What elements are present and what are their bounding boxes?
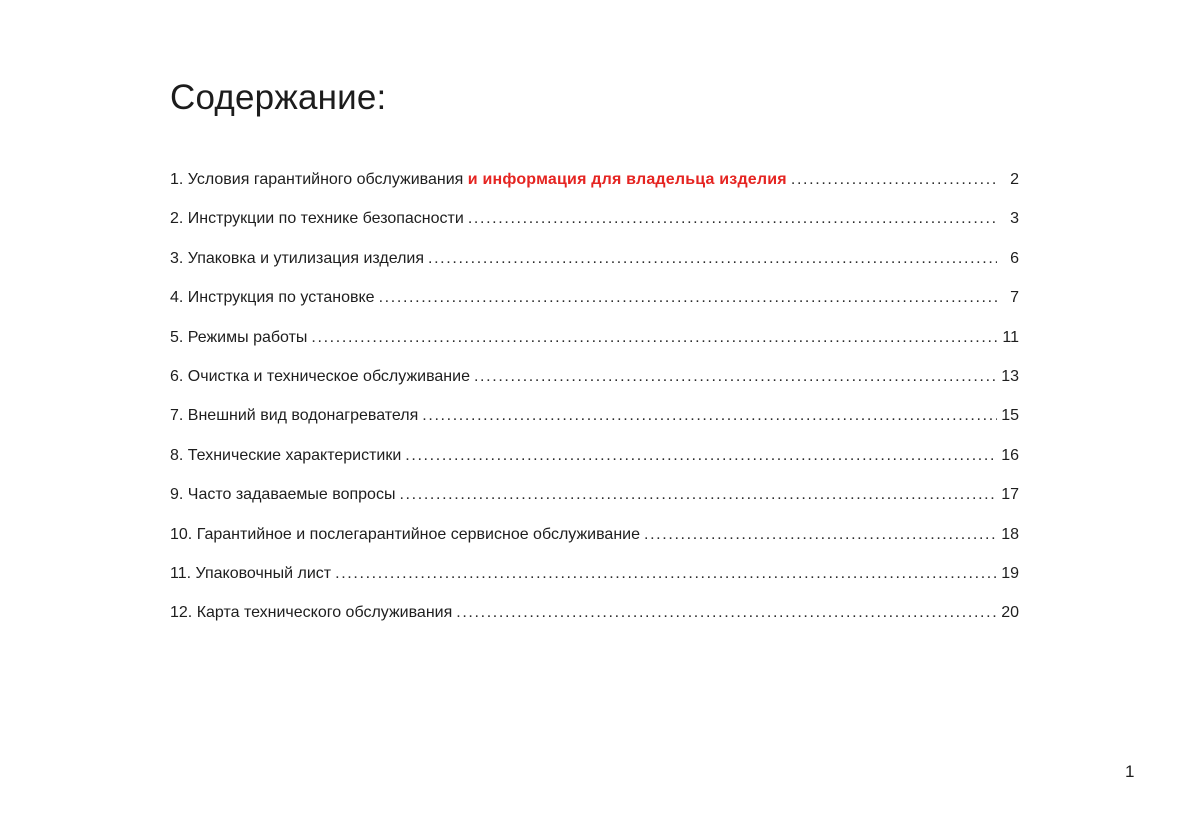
toc-entry-page: 18 [1001,525,1019,543]
toc-entry-label: 6. Очистка и техническое обслуживание [170,367,470,385]
toc-entry-label: 7. Внешний вид водонагревателя [170,407,419,425]
toc-entry-label: 2. Инструкции по технике безопасности [170,210,464,228]
toc-entry-page: 13 [1001,367,1019,385]
toc-dot-leader [405,442,997,470]
toc-dot-leader [474,363,997,391]
toc-entry-page: 11 [1002,328,1019,346]
toc-dot-leader [335,560,997,588]
toc-entry-page: 17 [1001,486,1019,504]
toc-entry-label: 11. Упаковочный лист [170,564,332,582]
toc-entry-page: 6 [1010,249,1019,267]
toc-dot-leader [422,402,997,430]
toc-dot-leader [399,481,997,509]
toc-entry-label: 3. Упаковка и утилизация изделия [170,249,424,267]
toc-dot-leader [428,245,997,273]
toc-entry-label: 12. Карта технического обслуживания [170,604,453,622]
toc-entry-page: 16 [1001,446,1019,464]
toc-dot-leader [468,205,997,233]
toc-entry[interactable] [170,324,1019,363]
toc-entry-page: 3 [1010,210,1019,228]
toc-entry-label: 1. Условия гарантийного обслуживания и информация для владельца изделия [170,171,787,188]
toc-entry-page: 19 [1001,564,1019,582]
toc-entry[interactable] [170,205,1019,244]
page-number: 1 [1125,762,1135,781]
toc-dot-leader [379,284,997,312]
toc-entry[interactable] [170,481,1019,520]
toc-dot-leader [311,324,997,352]
toc-entry[interactable] [170,521,1019,560]
toc-entry-label: 5. Режимы работы [170,328,308,346]
toc-entry[interactable] [170,166,1019,205]
toc-entry-page: 7 [1010,289,1019,307]
toc-entry[interactable] [170,245,1019,284]
table-of-contents [170,166,1019,639]
toc-entry-highlight: и информация для владельца изделия [467,171,787,188]
toc-entry-label: 10. Гарантийное и послегарантийное сервисное обслуживание [170,525,640,543]
toc-entry-page: 2 [1010,171,1019,188]
toc-entry[interactable] [170,284,1019,323]
toc-dot-leader [644,521,997,549]
toc-entry-page: 15 [1001,407,1019,425]
toc-entry-label: 9. Часто задаваемые вопросы [170,486,396,504]
toc-entry-page: 20 [1001,604,1019,622]
toc-dot-leader [791,166,997,194]
toc-entry[interactable] [170,402,1019,441]
toc-entry-label: 8. Технические характеристики [170,446,402,464]
toc-entry[interactable] [170,442,1019,481]
toc-entry[interactable] [170,599,1019,638]
toc-dot-leader [456,599,997,627]
toc-entry[interactable] [170,560,1019,599]
toc-entry[interactable] [170,363,1019,402]
toc-entry-label: 4. Инструкция по установке [170,289,375,307]
page-title: Содержание: [170,78,387,117]
